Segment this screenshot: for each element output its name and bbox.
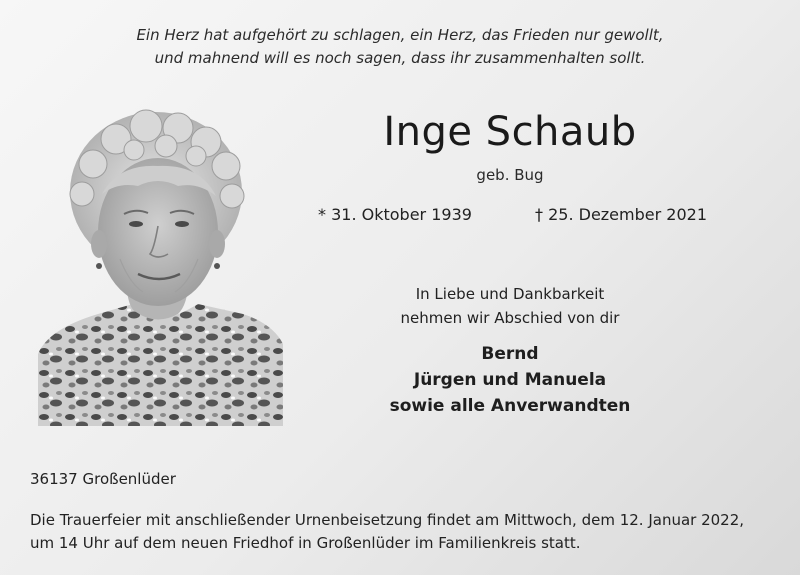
mourner-name: Bernd: [481, 344, 539, 364]
birth-name: geb. Bug: [476, 166, 544, 184]
farewell-line: nehmen wir Abschied von dir: [400, 309, 620, 327]
verse-line: Ein Herz hat aufgehört zu schlagen, ein Herz, das Frieden nur gewollt,: [136, 26, 664, 44]
verse: [0, 24, 800, 70]
place-address: 36137 Großenlüder: [30, 470, 176, 488]
mourner-name: Jürgen und Manuela: [413, 370, 607, 390]
mourner-name: sowie alle Anverwandten: [389, 396, 631, 416]
death-date: † 25. Dezember 2021: [535, 205, 707, 224]
portrait-photo: [38, 104, 283, 426]
birth-date: * 31. Oktober 1939: [318, 205, 472, 224]
farewell-text: [300, 282, 720, 330]
farewell-line: In Liebe und Dankbarkeit: [415, 285, 605, 303]
ceremony-notice: [30, 509, 790, 555]
deceased-name: Inge Schaub: [383, 109, 637, 155]
mourners-list: [300, 341, 720, 419]
verse-line: und mahnend will es noch sagen, dass ihr zusammenhalten sollt.: [154, 49, 646, 67]
ceremony-line: um 14 Uhr auf dem neuen Friedhof in Großenlüder im Familienkreis statt.: [30, 534, 581, 552]
ceremony-line: Die Trauerfeier mit anschließender Urnenbeisetzung findet am Mittwoch, dem 12. Januar 2022,: [30, 511, 745, 529]
